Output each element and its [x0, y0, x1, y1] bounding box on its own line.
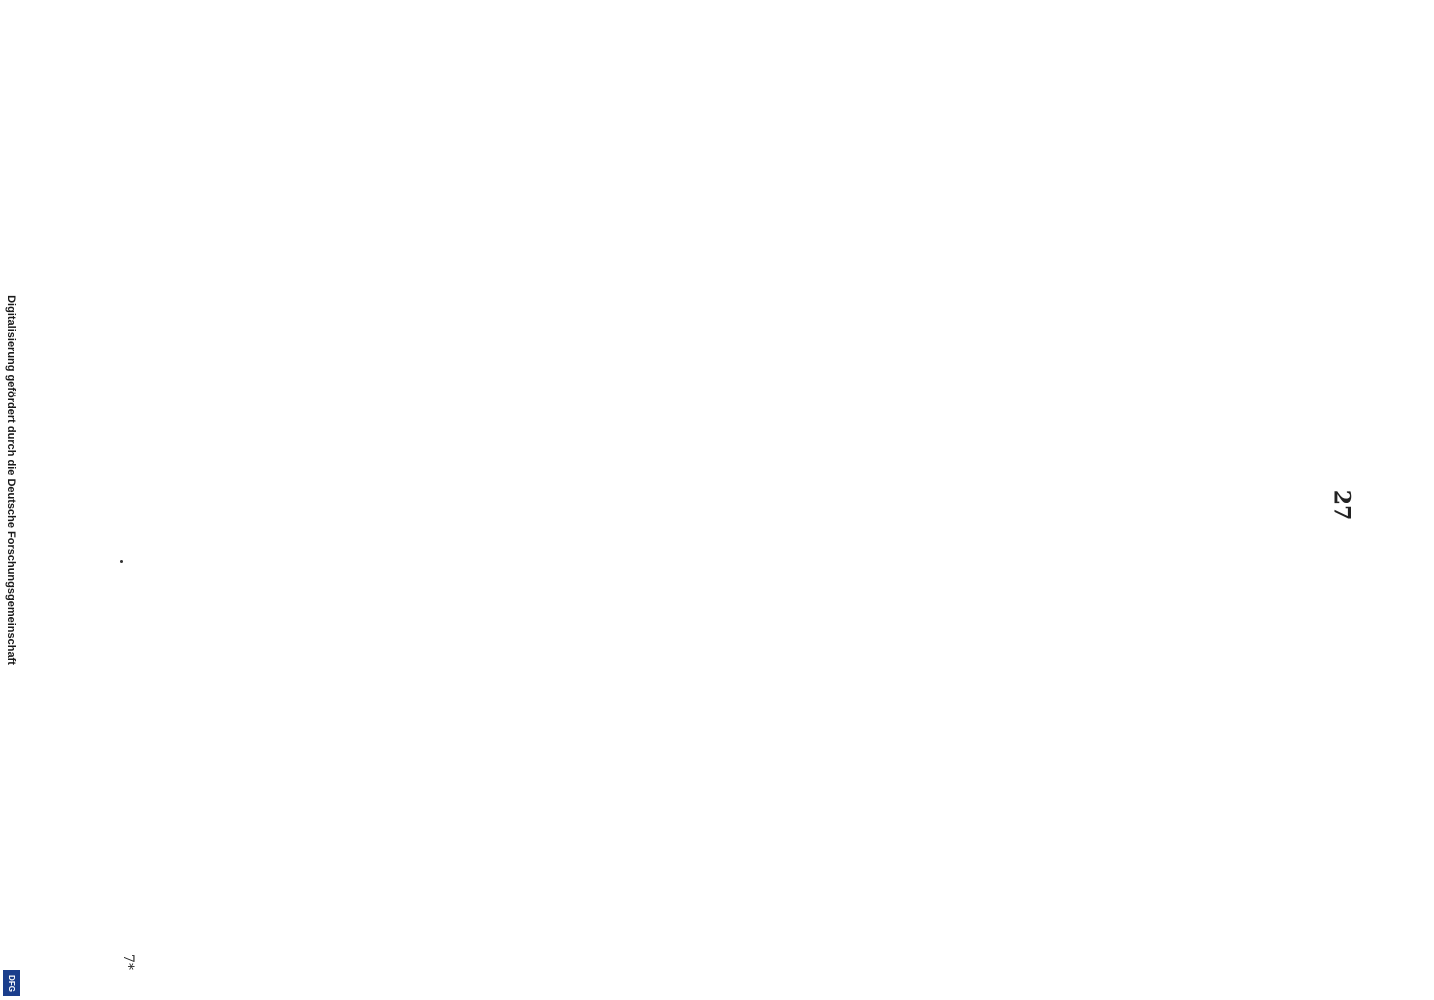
- signature-mark: 7*: [119, 954, 136, 970]
- dfg-logo-text: DFG: [6, 974, 16, 992]
- text-column-right: [742, 528, 1340, 908]
- page-number: 27: [1328, 489, 1355, 521]
- stray-dot: [120, 560, 123, 563]
- funding-note: Digitalisierung gefördert durch die Deutsche Forschungsgemeinschaft: [5, 295, 17, 665]
- text-column-left: [148, 40, 668, 908]
